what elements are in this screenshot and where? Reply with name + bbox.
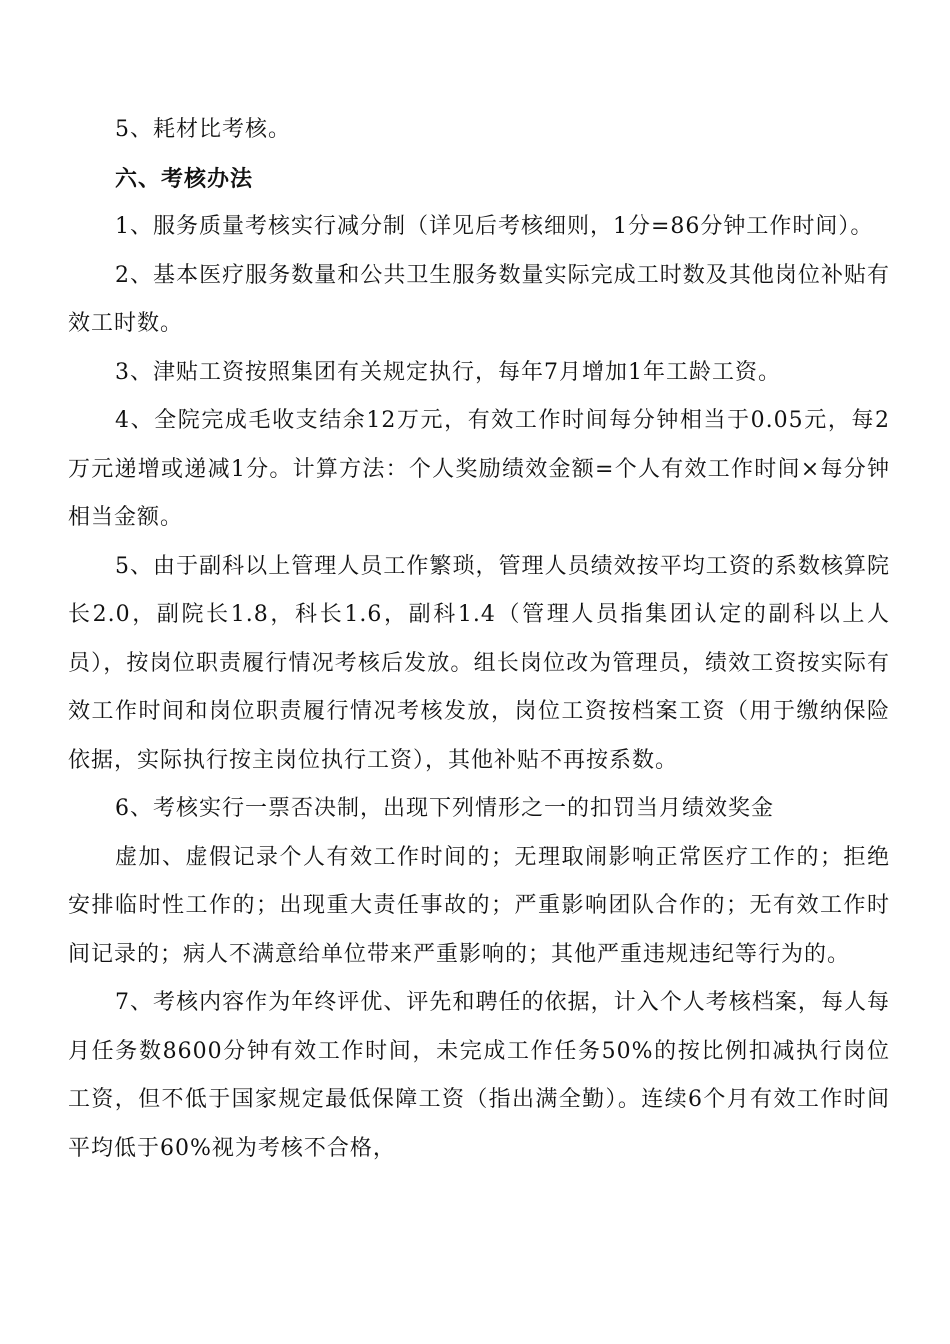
paragraph-item-4: 4、全院完成毛收支结余12万元，有效工作时间每分钟相当于0.05元，每2万元递增或递减1分。计算方法：个人奖励绩效金额=个人有效工作时间×每分钟相当金额。 (68, 408, 890, 530)
paragraph-item-3: 3、津贴工资按照集团有关规定执行，每年7月增加1年工龄工资。 (115, 359, 781, 385)
paragraph-item-2: 2、基本医疗服务数量和公共卫生服务数量实际完成工时数及其他岗位补贴有效工时数。 (68, 262, 890, 336)
paragraph-veto-conditions: 虚加、虚假记录个人有效工作时间的；无理取闹影响正常医疗工作的；拒绝安排临时性工作的；出现重大责任事故的；严重影响团队合作的；无有效工作时间记录的；病人不满意给单位带来严重影响的；其他严重违规违纪等行为的。 (68, 844, 890, 967)
paragraph-item-6: 6、考核实行一票否决制，出现下列情形之一的扣罚当月绩效奖金 (115, 796, 774, 821)
paragraph-item-7: 7、考核内容作为年终评优、评先和聘任的依据，计入个人考核档案，每人每月任务数8600分钟有效工作时间，未完成工作任务50%的按比例扣减执行岗位工资，但不低于国家规定最低保障工资（指出满全勤）。连续6个月有效工作时间平均低于60%视为考核不合格， (68, 990, 890, 1161)
document-body (68, 106, 890, 1173)
section-heading-assessment-methods: 六、考核办法 (115, 165, 254, 192)
list-item-consumables-assessment: 5、耗材比考核。 (115, 117, 291, 142)
paragraph-item-1: 1、服务质量考核实行减分制（详见后考核细则，1分=86分钟工作时间）。 (115, 214, 874, 239)
paragraph-item-5: 5、由于副科以上管理人员工作繁琐，管理人员绩效按平均工资的系数核算院长2.0，副院长1.8，科长1.6，副科1.4（管理人员指集团认定的副科以上人员），按岗位职责履行情况考核后发放。组长岗位改为管理员，绩效工资按实际有效工作时间和岗位职责履行情况考核发放，岗位工资按档案工资（用于缴纳保险依据，实际执行按主岗位执行工资），其他补贴不再按系数。 (68, 553, 890, 773)
